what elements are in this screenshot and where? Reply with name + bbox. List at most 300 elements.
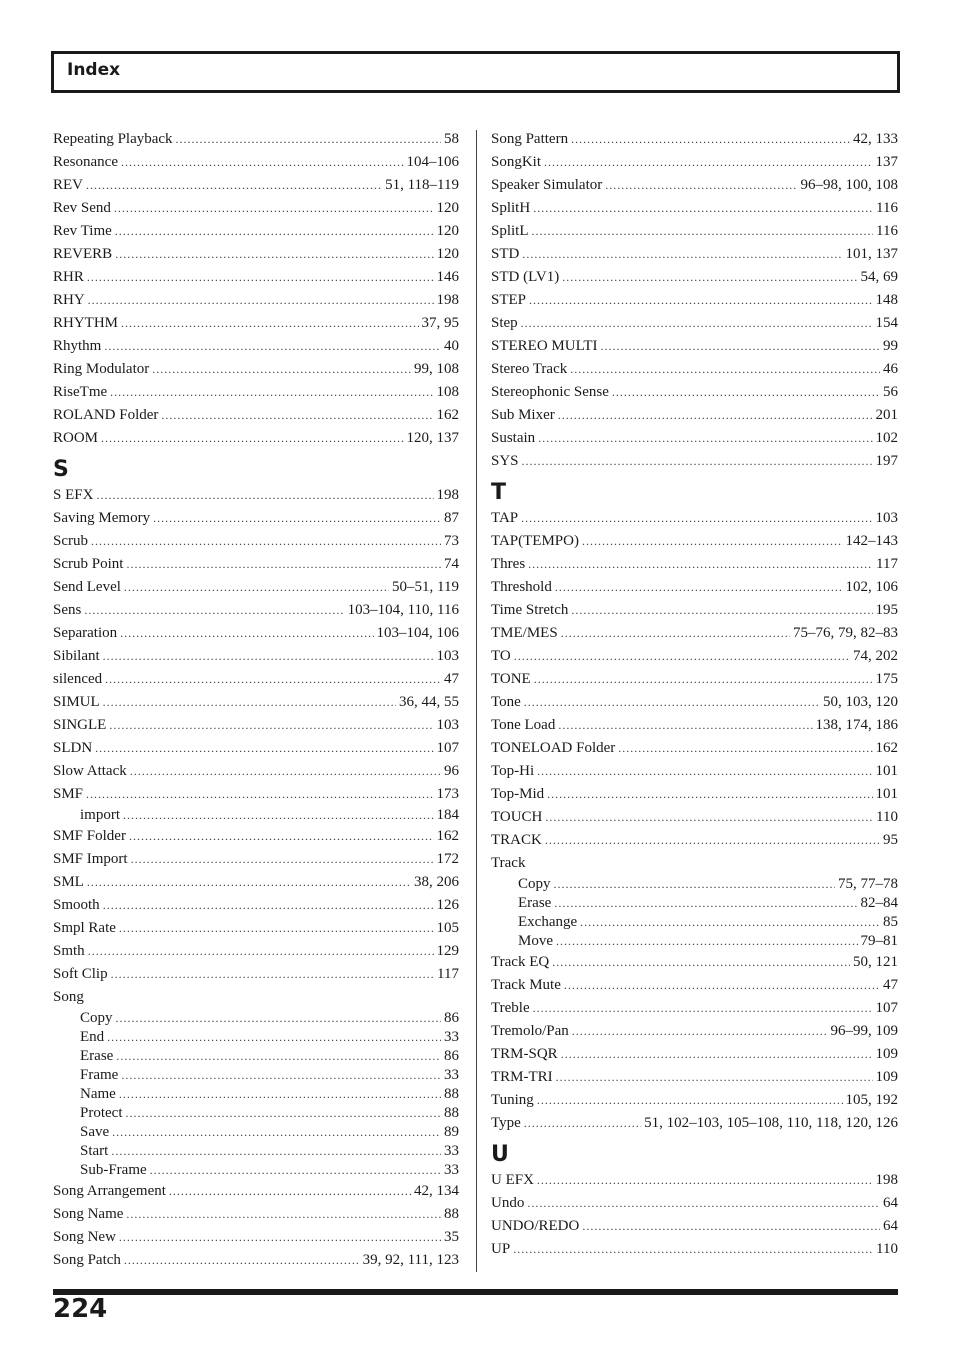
index-entry [53,530,459,553]
index-entry [491,714,898,737]
index-entry [53,622,459,645]
entry-pages: 74 [444,556,459,572]
dot-leader [564,974,880,997]
index-entry [491,312,898,335]
entry-term: Rev Send [53,200,111,216]
entry-pages: 36, 44, 55 [399,694,459,710]
dot-leader [103,894,434,917]
dot-leader [88,940,434,963]
dot-leader [101,427,403,450]
index-letter-heading: T [491,480,507,505]
entry-term: Step [491,315,518,331]
index-entry [491,1192,898,1215]
index-entry [491,427,898,450]
dot-leader [107,1028,441,1047]
dot-leader [572,1020,828,1043]
index-entry [53,986,459,1009]
entry-term: Ring Modulator [53,361,150,377]
dot-leader [126,553,441,576]
dot-leader [152,358,411,381]
dot-leader [103,691,396,714]
entry-pages: 198 [436,292,459,308]
entry-pages: 148 [875,292,898,308]
entry-term: Top-Mid [491,786,545,802]
entry-term: TOUCH [491,809,543,825]
dot-leader [558,714,812,737]
entry-term: Top-Hi [491,763,535,779]
entry-pages: 101 [875,786,898,802]
dot-leader [110,381,433,404]
index-entry [53,151,459,174]
entry-term: STD [491,246,520,262]
entry-term: Smooth [53,897,100,913]
index-entry [53,714,459,737]
index-entry [491,737,898,760]
index-entry [53,404,459,427]
dot-leader [124,1249,360,1272]
entry-term: TME/MES [491,625,558,641]
dot-leader [618,737,872,760]
dot-leader [119,917,434,940]
entry-term: TONELOAD Folder [491,740,616,756]
entry-pages: 38, 206 [414,874,459,890]
entry-pages: 79–81 [860,933,898,949]
dot-leader [105,668,441,691]
entry-term: Tone [491,694,521,710]
entry-term: TAP(TEMPO) [491,533,579,549]
entry-pages: 117 [876,556,898,572]
entry-term: SMF Folder [53,828,126,844]
entry-term: RHYTHM [53,315,119,331]
entry-term: Threshold [491,579,552,595]
index-entry [53,599,459,622]
index-entry [491,289,898,312]
index-entry [53,1203,459,1226]
dot-leader [161,404,433,427]
dot-leader [524,1112,641,1135]
index-column-left [53,128,459,1272]
entry-pages: 56 [883,384,898,400]
entry-pages: 42, 133 [853,131,898,147]
entry-term: import [80,807,120,823]
index-entry [53,917,459,940]
entry-pages: 110 [876,1241,898,1257]
entry-pages: 103 [875,510,898,526]
entry-pages: 75–76, 79, 82–83 [793,625,898,641]
index-entry [491,243,898,266]
entry-pages: 51, 102–103, 105–108, 110, 118, 120, 126 [644,1115,898,1131]
entry-pages: 101, 137 [845,246,898,262]
dot-leader [532,220,874,243]
dot-leader [121,1066,441,1085]
entry-pages: 120, 137 [406,430,459,446]
entry-term: Slow Attack [53,763,127,779]
entry-pages: 88 [444,1086,459,1102]
entry-pages: 99 [883,338,898,354]
index-entry [491,691,898,714]
entry-term: Track [491,855,526,871]
dot-leader [91,530,441,553]
entry-term: Rev Time [53,223,112,239]
entry-term: SML [53,874,84,890]
entry-term: Time Stretch [491,602,569,618]
index-entry [53,427,459,450]
entry-term: Stereophonic Sense [491,384,609,400]
entry-term: Undo [491,1195,525,1211]
index-entry [53,197,459,220]
column-divider [476,130,477,1272]
entry-term: Protect [80,1105,123,1121]
index-subentry [53,1142,459,1161]
index-entry [491,1020,898,1043]
index-entry [53,691,459,714]
index-subentry [491,932,898,951]
dot-leader [121,312,418,335]
entry-pages: 103–104, 106 [376,625,459,641]
footer-rule [53,1289,898,1295]
dot-leader [556,1066,873,1089]
entry-term: Type [491,1115,521,1131]
entry-term: Start [80,1143,109,1159]
index-entry [491,197,898,220]
dot-leader [556,932,858,951]
entry-pages: 162 [436,828,459,844]
entry-term: Tuning [491,1092,534,1108]
dot-leader [612,381,880,404]
dot-leader [545,829,880,852]
index-entry [491,266,898,289]
index-entry [53,1180,459,1203]
dot-leader [555,576,843,599]
entry-pages: 103 [436,717,459,733]
entry-term: Thres [491,556,526,572]
index-entry [53,894,459,917]
entry-pages: 95 [883,832,898,848]
index-entry [491,404,898,427]
entry-term: Song New [53,1229,116,1245]
entry-pages: 129 [436,943,459,959]
entry-term: TRM-TRI [491,1069,553,1085]
index-entry [491,668,898,691]
index-subentry [53,1085,459,1104]
dot-leader [561,622,790,645]
entry-pages: 50–51, 119 [392,579,459,595]
entry-term: Separation [53,625,118,641]
dot-leader [129,825,434,848]
entry-pages: 50, 121 [853,954,898,970]
entry-term: Song Patch [53,1252,121,1268]
index-subentry [53,1028,459,1047]
entry-term: SLDN [53,740,93,756]
entry-term: Resonance [53,154,118,170]
dot-leader [126,1104,442,1123]
entry-term: SIMUL [53,694,100,710]
index-entry [53,220,459,243]
entry-pages: 162 [875,740,898,756]
dot-leader [96,484,433,507]
entry-term: SMF Import [53,851,128,867]
entry-pages: 96 [444,763,459,779]
index-entry [491,783,898,806]
index-entry [53,243,459,266]
index-entry [491,1215,898,1238]
dot-leader [537,760,872,783]
entry-term: S EFX [53,487,94,503]
dot-leader [528,553,873,576]
entry-term: REV [53,177,83,193]
dot-leader [109,714,433,737]
entry-pages: 86 [444,1010,459,1026]
entry-pages: 88 [444,1105,459,1121]
dot-leader [533,997,873,1020]
dot-leader [114,197,434,220]
index-entry [491,1238,898,1261]
entry-term: Sub Mixer [491,407,555,423]
index-entry [53,381,459,404]
entry-pages: 33 [444,1029,459,1045]
index-entry [53,760,459,783]
index-subentry [53,1066,459,1085]
entry-pages: 102 [875,430,898,446]
dot-leader [562,266,857,289]
index-entry [53,825,459,848]
entry-pages: 201 [875,407,898,423]
dot-leader [84,599,344,622]
dot-leader [561,1043,873,1066]
entry-pages: 42, 134 [414,1183,459,1199]
index-entry [491,760,898,783]
entry-pages: 50, 103, 120 [823,694,898,710]
entry-pages: 64 [883,1218,898,1234]
dot-leader [538,427,872,450]
dot-leader [123,806,434,825]
entry-term: Save [80,1124,110,1140]
entry-pages: 33 [444,1162,459,1178]
index-subentry [53,1047,459,1066]
entry-term: Name [80,1086,116,1102]
index-subentry [53,806,459,825]
entry-pages: 101 [875,763,898,779]
entry-pages: 162 [436,407,459,423]
entry-pages: 116 [876,223,898,239]
dot-leader [570,358,880,381]
entry-pages: 88 [444,1206,459,1222]
dot-leader [552,951,850,974]
entry-pages: 137 [875,154,898,170]
entry-pages: 105, 192 [845,1092,898,1108]
dot-leader [121,151,404,174]
index-letter-heading: S [53,457,69,482]
index-entry [491,974,898,997]
entry-pages: 85 [883,914,898,930]
entry-pages: 103–104, 110, 116 [347,602,459,618]
entry-pages: 195 [875,602,898,618]
entry-term: Track EQ [491,954,550,970]
index-entry [53,576,459,599]
dot-leader [545,806,873,829]
dot-leader [558,404,873,427]
entry-term: Stereo Track [491,361,568,377]
entry-pages: 107 [436,740,459,756]
dot-leader [605,174,797,197]
dot-leader [524,691,820,714]
entry-pages: 35 [444,1229,459,1245]
entry-pages: 126 [436,897,459,913]
index-entry [53,174,459,197]
dot-leader [104,335,441,358]
entry-pages: 103 [436,648,459,664]
entry-pages: 96–98, 100, 108 [800,177,898,193]
entry-term: STD (LV1) [491,269,560,285]
dot-leader [521,312,873,335]
entry-term: TO [491,648,511,664]
entry-pages: 117 [437,966,459,982]
entry-term: silenced [53,671,103,687]
index-entry [491,507,898,530]
dot-leader [169,1180,411,1203]
index-entry [491,622,898,645]
entry-pages: 51, 118–119 [385,177,459,193]
entry-pages: 184 [436,807,459,823]
dot-leader [582,530,843,553]
entry-pages: 104–106 [406,154,459,170]
index-entry [491,806,898,829]
dot-leader [115,220,434,243]
entry-pages: 198 [436,487,459,503]
entry-term: Song Name [53,1206,124,1222]
dot-leader [87,871,411,894]
dot-leader [111,963,434,986]
dot-leader [87,266,434,289]
dot-leader [601,335,880,358]
entry-term: Tremolo/Pan [491,1023,569,1039]
dot-leader [571,599,872,622]
entry-term: ROOM [53,430,99,446]
dot-leader [544,151,872,174]
index-entry [491,553,898,576]
page-number: 224 [53,1294,108,1324]
dot-leader [88,289,434,312]
entry-term: Copy [80,1010,113,1026]
index-entry [491,335,898,358]
entry-term: Tone Load [491,717,556,733]
dot-leader [115,243,433,266]
index-subentry [491,913,898,932]
dot-leader [112,1123,441,1142]
index-entry [53,312,459,335]
entry-pages: 173 [436,786,459,802]
dot-leader [521,507,872,530]
entry-term: Sens [53,602,82,618]
index-entry [491,358,898,381]
index-entry [53,358,459,381]
entry-pages: 120 [436,223,459,239]
entry-term: STEREO MULTI [491,338,598,354]
entry-term: RHR [53,269,84,285]
entry-pages: 109 [875,1069,898,1085]
entry-pages: 87 [444,510,459,526]
entry-pages: 172 [436,851,459,867]
index-entry [53,963,459,986]
entry-term: Move [518,933,553,949]
dot-leader [95,737,433,760]
index-entry [491,530,898,553]
entry-pages: 64 [883,1195,898,1211]
index-entry [491,1089,898,1112]
entry-pages: 96–99, 109 [830,1023,898,1039]
entry-pages: 105 [436,920,459,936]
entry-term: TAP [491,510,519,526]
dot-leader [533,197,873,220]
entry-pages: 54, 69 [860,269,898,285]
entry-pages: 46 [883,361,898,377]
entry-term: SINGLE [53,717,107,733]
entry-term: Smth [53,943,85,959]
entry-pages: 116 [876,200,898,216]
entry-pages: 109 [875,1046,898,1062]
index-subentry [53,1009,459,1028]
index-entry [491,174,898,197]
dot-leader [529,289,872,312]
dot-leader [176,128,441,151]
entry-term: Scrub [53,533,88,549]
dot-leader [580,913,880,932]
dot-leader [116,1047,441,1066]
index-entry [53,507,459,530]
index-subentry [491,894,898,913]
dot-leader [537,1089,843,1112]
entry-term: Erase [80,1048,114,1064]
entry-term: UNDO/REDO [491,1218,580,1234]
index-subentry [53,1123,459,1142]
index-entry [53,668,459,691]
entry-term: Speaker Simulator [491,177,603,193]
index-entry [491,1043,898,1066]
entry-term: SplitL [491,223,529,239]
entry-term: Repeating Playback [53,131,173,147]
index-entry [491,381,898,404]
entry-term: Soft Clip [53,966,108,982]
dot-leader [103,645,434,668]
entry-pages: 74, 202 [853,648,898,664]
dot-leader [116,1009,441,1028]
dot-leader [513,1238,873,1261]
index-entry [53,266,459,289]
entry-term: STEP [491,292,527,308]
index-entry [53,128,459,151]
dot-leader [111,1142,441,1161]
index-entry [53,484,459,507]
entry-term: TRACK [491,832,542,848]
dot-leader [554,894,857,913]
dot-leader [119,1226,441,1249]
dot-leader [124,576,389,599]
dot-leader [150,1161,441,1180]
index-entry [53,1226,459,1249]
index-entry [491,599,898,622]
entry-pages: 33 [444,1143,459,1159]
entry-term: Saving Memory [53,510,151,526]
index-entry [53,783,459,806]
entry-term: REVERB [53,246,113,262]
entry-term: Sustain [491,430,536,446]
header-box [51,51,900,93]
entry-pages: 89 [444,1124,459,1140]
entry-term: End [80,1029,105,1045]
index-entry [491,852,898,875]
index-entry [491,220,898,243]
entry-pages: 197 [875,453,898,469]
